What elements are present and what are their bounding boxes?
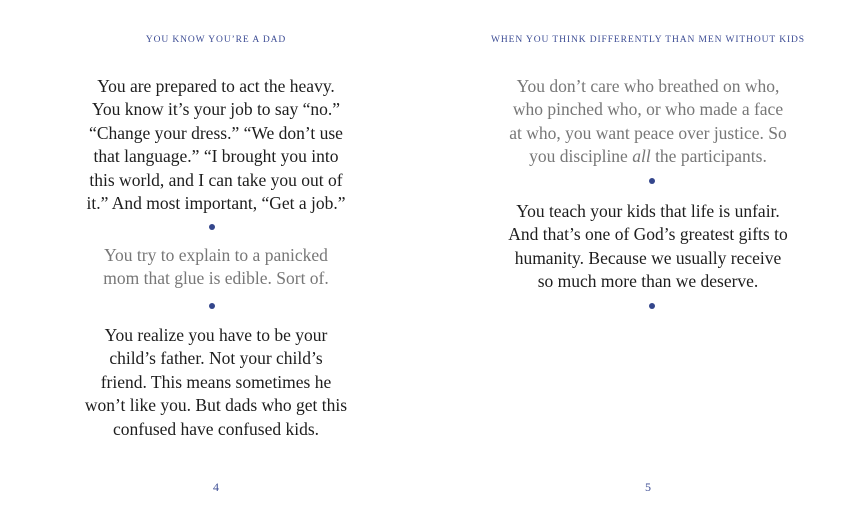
paragraph-peace-over-justice bbox=[432, 75, 864, 169]
paragraph-text: the participants. bbox=[650, 146, 767, 167]
running-head-left: YOU KNOW YOU’RE A DAD bbox=[145, 35, 287, 45]
page-number-right: 5 bbox=[645, 480, 651, 494]
paragraph-father-not-friend: You realize you have to be your child’s father. Not your child’s friend. This means sometimes he won’t like you. But dads who get this confused have confused kids. bbox=[84, 325, 348, 439]
section-divider-dot bbox=[649, 303, 655, 309]
section-divider-dot bbox=[209, 224, 215, 230]
paragraph-life-is-unfair: You teach your kids that life is unfair. And that’s one of God’s greatest gifts to humanity. Because we usually receive so much more than we deserve. bbox=[508, 201, 788, 292]
section-divider-dot bbox=[649, 178, 655, 184]
section-divider-dot bbox=[209, 303, 215, 309]
paragraph-text: You don’t care who breathed on who, who pinched who, or who made a face at who, you want peace over justice. So you discipline bbox=[509, 76, 787, 167]
paragraph-glue-edible: You try to explain to a panicked mom that glue is edible. Sort of. bbox=[103, 245, 329, 289]
paragraph-act-the-heavy: You are prepared to act the heavy. You know it’s your job to say “no.” “Change your dress.” “We don’t use that language.” “I brought you into this world, and I can take you out of it.” And most important, “Get a job.” bbox=[86, 76, 346, 214]
page-number-left: 4 bbox=[213, 480, 219, 494]
emphasized-word: all bbox=[632, 146, 651, 167]
right-page bbox=[432, 0, 864, 528]
running-head-right: WHEN YOU THINK DIFFERENTLY THAN MEN WITHOUT KIDS bbox=[491, 35, 805, 45]
